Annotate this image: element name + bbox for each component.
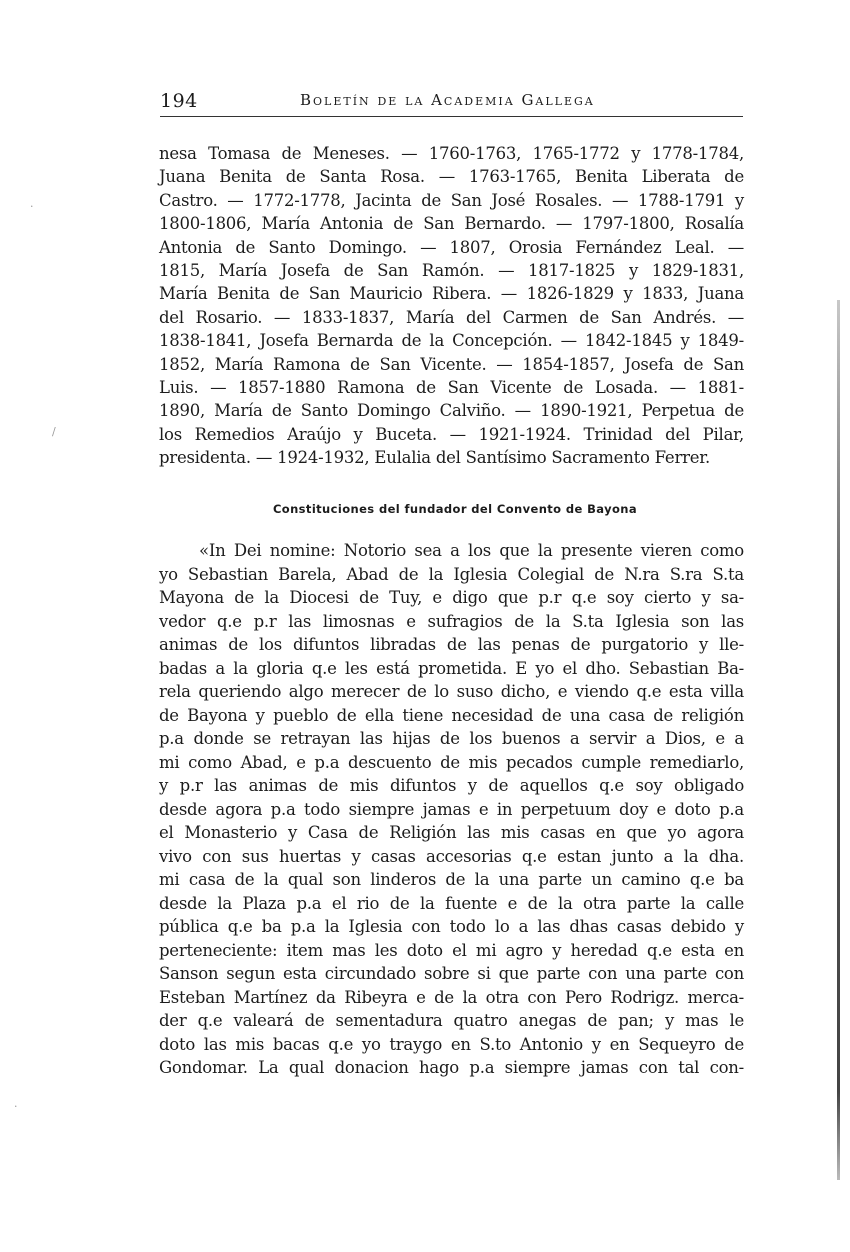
text-line: del Rosario. — 1833-1837, María del Carmen de San Andrés. —: [159, 307, 744, 327]
text-line: nesa Tomasa de Meneses. — 1760-1763, 1765-1772 y 1778-1784,: [159, 144, 744, 163]
text-line: 1852, María Ramona de San Vicente. — 1854-1857, Josefa de San: [159, 354, 744, 374]
scan-speck: /: [52, 425, 56, 438]
text-line: mi casa de la qual son linderos de la una parte un camino q.e ba: [159, 870, 744, 889]
text-line: badas a la gloria q.e les está prometida. E yo el dho. Sebastian Ba-: [159, 658, 744, 678]
scan-speck: ·: [14, 1100, 18, 1113]
text-line: desde agora p.a todo siempre jamas e in perpetuum doy e doto p.a: [159, 799, 744, 819]
text-line: los Remedios Araújo y Buceta. — 1921-1924. Trinidad del Pilar,: [159, 424, 744, 444]
text-line: 1838-1841, Josefa Bernarda de la Concepción. — 1842-1845 y 1849-: [159, 331, 744, 351]
text-line: der q.e valeará de sementadura quatro anegas de pan; y mas le: [159, 1011, 744, 1030]
text-line: «In Dei nomine: Notorio sea a los que la presente vieren como: [199, 541, 744, 560]
text-line: doto las mis bacas q.e yo traygo en S.to Antonio y en Sequeyro de: [159, 1034, 744, 1054]
page-edge-shadow: [837, 300, 840, 1180]
text-line: 1815, María Josefa de San Ramón. — 1817-1825 y 1829-1831,: [159, 260, 744, 280]
text-line: animas de los difuntos libradas de las penas de purgatorio y lle-: [159, 635, 744, 654]
text-line: rela queriendo algo merecer de lo suso dicho, e viendo q.e esta villa: [159, 682, 744, 701]
text-line: pública q.e ba p.a la Iglesia con todo lo a las dhas casas debido y: [159, 917, 744, 936]
text-block-constitutions: [159, 539, 744, 1080]
text-line: Antonia de Santo Domingo. — 1807, Orosia Fernández Leal. —: [159, 237, 744, 257]
page-number: 194: [160, 90, 198, 112]
text-line: María Benita de San Mauricio Ribera. — 1826-1829 y 1833, Juana: [159, 284, 744, 304]
text-line: Juana Benita de Santa Rosa. — 1763-1765, Benita Liberata de: [159, 167, 744, 187]
text-line: Mayona de la Diocesi de Tuy, e digo que p.r q.e soy cierto y sa-: [159, 588, 744, 607]
text-line: vivo con sus huertas y casas accesorias q.e estan junto a la dha.: [159, 846, 744, 866]
text-line: 1890, María de Santo Domingo Calviño. — 1890-1921, Perpetua de: [159, 401, 744, 421]
text-line: mi como Abad, e p.a descuento de mis pecados cumple remediarlo,: [159, 752, 744, 772]
text-block-officers: [159, 142, 744, 469]
text-line: Gondomar. La qual donacion hago p.a siempre jamas con tal con-: [159, 1058, 744, 1077]
text-line: perteneciente: item mas les doto el mi agro y heredad q.e esta en: [159, 940, 744, 960]
scan-speck: ·: [30, 200, 34, 213]
text-line: desde la Plaza p.a el rio de la fuente e de la otra parte la calle: [159, 893, 744, 913]
text-line: p.a donde se retrayan las hijas de los buenos a servir a Dios, e a: [159, 729, 744, 748]
text-line: de Bayona y pueblo de ella tiene necesidad de una casa de religión: [159, 705, 744, 725]
running-title: Boletín de la Academia Gallega: [300, 91, 595, 109]
section-heading: Constituciones del fundador del Convento de Bayona: [272, 502, 638, 516]
text-line: vedor q.e p.r las limosnas e sufragios de la S.ta Iglesia son las: [159, 611, 744, 631]
text-line: 1800-1806, María Antonia de San Bernardo. — 1797-1800, Rosalía: [159, 214, 744, 234]
text-line: el Monasterio y Casa de Religión las mis casas en que yo agora: [159, 823, 744, 842]
text-line: yo Sebastian Barela, Abad de la Iglesia Colegial de N.ra S.ra S.ta: [159, 564, 744, 584]
text-line: Castro. — 1772-1778, Jacinta de San José Rosales. — 1788-1791 y: [159, 190, 744, 210]
text-line: Esteban Martínez da Ribeyra e de la otra con Pero Rodrigz. merca-: [159, 987, 744, 1007]
text-line: presidenta. — 1924-1932, Eulalia del Santísimo Sacramento Ferrer.: [159, 448, 711, 468]
text-line: Luis. — 1857-1880 Ramona de San Vicente de Losada. — 1881-: [159, 377, 744, 397]
page-header: [160, 86, 743, 117]
text-line: Sanson segun esta circundado sobre si que parte con una parte con: [159, 964, 744, 983]
text-line: y p.r las animas de mis difuntos y de aquellos q.e soy obligado: [159, 776, 744, 795]
